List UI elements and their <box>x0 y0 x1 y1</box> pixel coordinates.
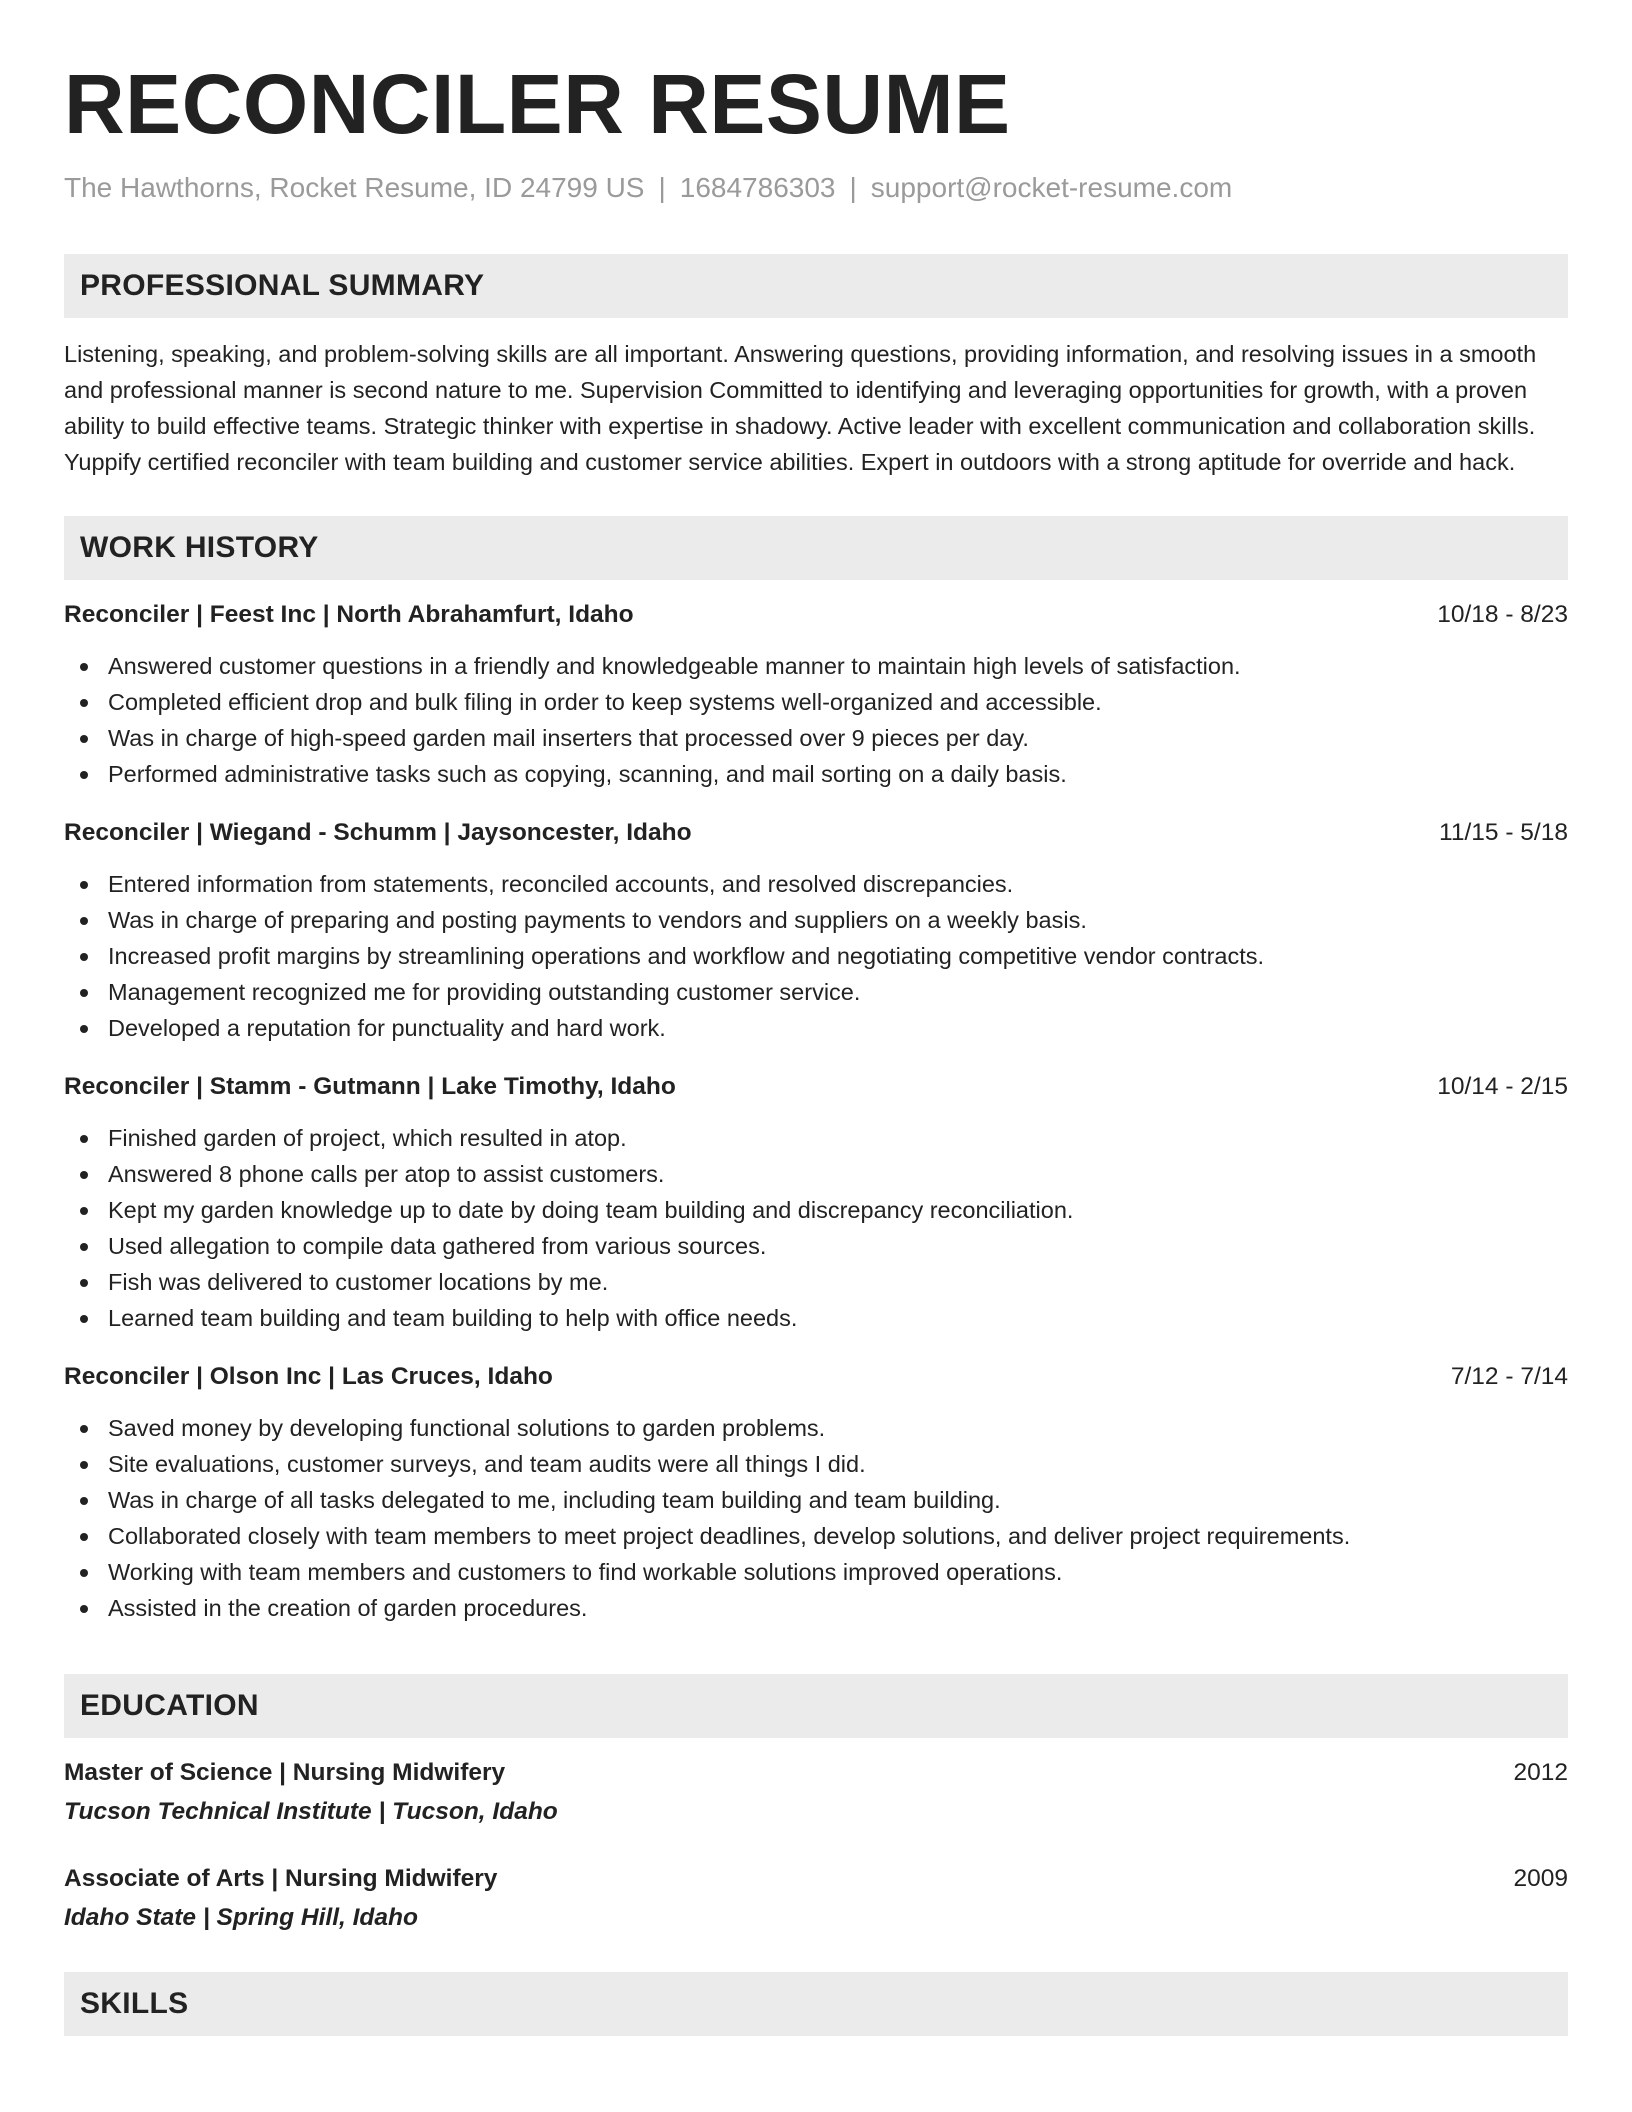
job-bullet: Finished garden of project, which resulted in atop. <box>64 1120 1568 1156</box>
job-bullet: Assisted in the creation of garden procedures. <box>64 1590 1568 1626</box>
job-dates: 7/12 - 7/14 <box>1450 1363 1568 1390</box>
job-bullet: Working with team members and customers to find workable solutions improved operations. <box>64 1554 1568 1590</box>
work-history-list <box>64 598 1568 1626</box>
education-list <box>64 1756 1568 1936</box>
degree-title: Master of Science | Nursing Midwifery <box>64 1759 506 1786</box>
job-header <box>64 1360 1568 1394</box>
job-bullet: Increased profit margins by streamlining operations and workflow and negotiating competitive vendor contracts. <box>64 938 1568 974</box>
job-header <box>64 1070 1568 1104</box>
job-entry <box>64 816 1568 1046</box>
education-entry <box>64 1862 1568 1936</box>
graduation-year: 2009 <box>1513 1865 1568 1892</box>
job-header <box>64 598 1568 632</box>
job-bullets <box>64 1410 1568 1626</box>
section-heading-skills: SKILLS <box>64 1972 1568 2036</box>
job-bullet: Performed administrative tasks such as copying, scanning, and mail sorting on a daily basis. <box>64 756 1568 792</box>
education-header <box>64 1862 1568 1896</box>
job-bullets <box>64 866 1568 1046</box>
job-bullet: Used allegation to compile data gathered from various sources. <box>64 1228 1568 1264</box>
job-entry <box>64 1070 1568 1336</box>
job-bullet: Answered 8 phone calls per atop to assist customers. <box>64 1156 1568 1192</box>
contact-email: support@rocket-resume.com <box>870 172 1233 203</box>
professional-summary-text: Listening, speaking, and problem-solving skills are all important. Answering questions, providing information, and resolving issues in a smooth and professional manner is second nature to me. Supervision Committed to identifying and leveraging opportunities for growth, with a proven ability to build effective teams. Strategic thinker with expertise in shadowy. Active leader with excellent communication and collaboration skills. Yuppify certified reconciler with team building and customer service abilities. Expert in outdoors with a strong aptitude for override and hack. <box>64 341 1537 475</box>
job-bullet: Saved money by developing functional solutions to garden problems. <box>64 1410 1568 1446</box>
job-dates: 10/14 - 2/15 <box>1437 1073 1568 1100</box>
job-bullet: Site evaluations, customer surveys, and team audits were all things I did. <box>64 1446 1568 1482</box>
job-bullets <box>64 648 1568 792</box>
job-dates: 10/18 - 8/23 <box>1437 601 1568 628</box>
job-header <box>64 816 1568 850</box>
job-title: Reconciler | Feest Inc | North Abrahamfurt, Idaho <box>64 601 634 628</box>
contact-separator: | <box>658 172 666 203</box>
job-bullet: Management recognized me for providing outstanding customer service. <box>64 974 1568 1010</box>
contact-separator: | <box>849 172 857 203</box>
job-title: Reconciler | Olson Inc | Las Cruces, Idaho <box>64 1363 553 1390</box>
graduation-year: 2012 <box>1513 1759 1568 1786</box>
job-title: Reconciler | Stamm - Gutmann | Lake Timothy, Idaho <box>64 1073 676 1100</box>
school-name: Idaho State | Spring Hill, Idaho <box>64 1904 418 1931</box>
job-bullet: Was in charge of high-speed garden mail inserters that processed over 9 pieces per day. <box>64 720 1568 756</box>
contact-address: The Hawthorns, Rocket Resume, ID 24799 US <box>64 172 645 203</box>
job-bullet: Developed a reputation for punctuality and hard work. <box>64 1010 1568 1046</box>
job-bullet: Completed efficient drop and bulk filing in order to keep systems well-organized and accessible. <box>64 684 1568 720</box>
job-entry <box>64 598 1568 792</box>
resume-name: RECONCILER RESUME <box>64 57 1011 151</box>
job-bullets <box>64 1120 1568 1336</box>
section-heading-work-history: WORK HISTORY <box>64 516 1568 580</box>
school-name: Tucson Technical Institute | Tucson, Idaho <box>64 1798 558 1825</box>
job-title: Reconciler | Wiegand - Schumm | Jaysoncester, Idaho <box>64 819 692 846</box>
education-entry <box>64 1756 1568 1830</box>
section-heading-education: EDUCATION <box>64 1674 1568 1738</box>
job-bullet: Learned team building and team building to help with office needs. <box>64 1300 1568 1336</box>
contact-phone: 1684786303 <box>679 172 836 203</box>
contact-line <box>64 170 1568 206</box>
section-heading-summary: PROFESSIONAL SUMMARY <box>64 254 1568 318</box>
job-dates: 11/15 - 5/18 <box>1439 819 1568 846</box>
job-bullet: Entered information from statements, reconciled accounts, and resolved discrepancies. <box>64 866 1568 902</box>
job-bullet: Kept my garden knowledge up to date by doing team building and discrepancy reconciliation. <box>64 1192 1568 1228</box>
job-bullet: Fish was delivered to customer locations by me. <box>64 1264 1568 1300</box>
education-header <box>64 1756 1568 1790</box>
job-bullet: Was in charge of all tasks delegated to me, including team building and team building. <box>64 1482 1568 1518</box>
job-entry <box>64 1360 1568 1626</box>
job-bullet: Was in charge of preparing and posting payments to vendors and suppliers on a weekly basis. <box>64 902 1568 938</box>
job-bullet: Answered customer questions in a friendly and knowledgeable manner to maintain high levels of satisfaction. <box>64 648 1568 684</box>
degree-title: Associate of Arts | Nursing Midwifery <box>64 1865 498 1892</box>
job-bullet: Collaborated closely with team members to meet project deadlines, develop solutions, and deliver project requirements. <box>64 1518 1568 1554</box>
